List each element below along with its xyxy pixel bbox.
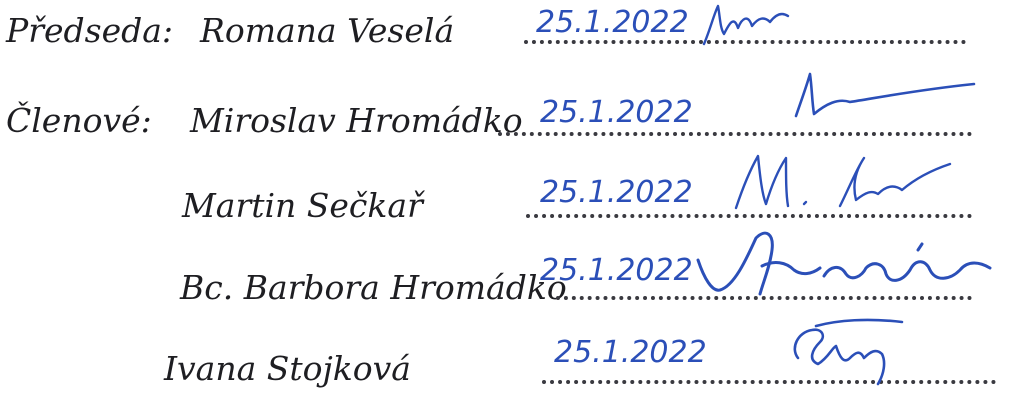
svg-text:25.1.2022: 25.1.2022 [540,253,693,288]
member-signature-4 [778,318,958,390]
cropped-text-line [0,0,360,4]
member-date-1 [536,90,693,134]
member-name-1: Miroslav Hromádko [190,101,523,140]
svg-text:25.1.2022: 25.1.2022 [540,95,693,130]
member-date-2 [536,170,693,214]
member-signature-2 [720,146,990,214]
chair-role-label: Předseda: [6,11,174,50]
svg-text:25.1.2022: 25.1.2022 [536,5,689,40]
chair-signature [690,0,810,50]
member-signature-line-2 [526,214,972,218]
chair-date [532,0,689,44]
member-name-4: Ivana Stojková [164,349,411,388]
member-date-3 [536,248,693,292]
member-name-2: Martin Sečkař [182,186,423,225]
member-date-4 [550,330,707,374]
chair-name: Romana Veselá [200,11,455,50]
members-role-label: Členové: [6,101,152,140]
member-signature-3 [690,220,1010,306]
member-signature-1 [786,64,986,126]
member-name-3: Bc. Barbora Hromádko [180,268,567,307]
svg-text:25.1.2022: 25.1.2022 [540,175,693,210]
svg-text:25.1.2022: 25.1.2022 [554,335,707,370]
